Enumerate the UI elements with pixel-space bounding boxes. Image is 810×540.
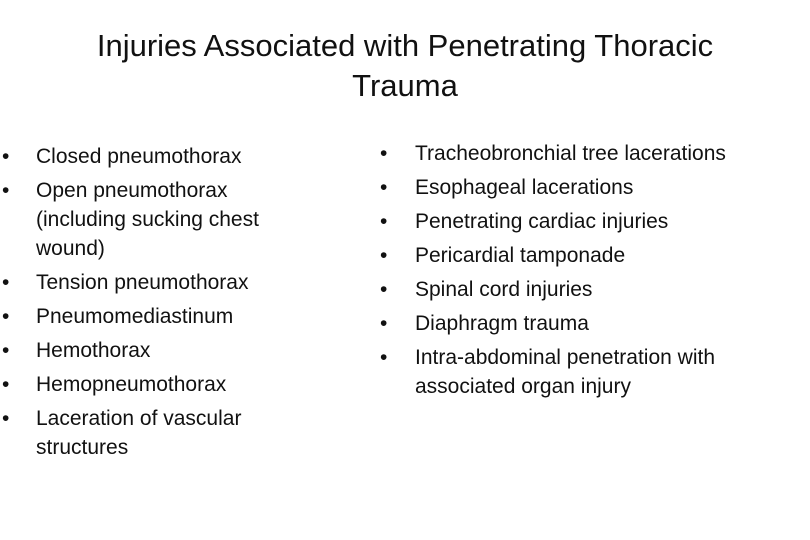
list-item-text: Esophageal lacerations xyxy=(415,176,634,199)
bullet-icon: • xyxy=(2,145,10,168)
bullet-icon: • xyxy=(2,339,10,362)
list-item-text: Diaphragm trauma xyxy=(415,312,589,335)
list-item-text: Laceration of vascular structures xyxy=(36,407,242,459)
bullet-icon: • xyxy=(380,278,388,301)
list-item-text: Tracheobronchial tree lacerations xyxy=(415,142,726,165)
bullet-icon: • xyxy=(380,244,388,267)
bullet-icon: • xyxy=(2,179,10,202)
list-item xyxy=(2,142,302,171)
bullet-icon: • xyxy=(2,305,10,328)
list-item xyxy=(2,268,302,297)
title-line-2: Trauma xyxy=(352,68,458,103)
bullet-icon: • xyxy=(2,407,10,430)
list-item xyxy=(2,302,302,331)
list-item xyxy=(380,343,808,401)
list-item-text: Open pneumothorax (including sucking chest wound) xyxy=(36,179,259,260)
list-item-text: Pericardial tamponade xyxy=(415,244,626,267)
list-item xyxy=(380,173,808,202)
bullet-icon: • xyxy=(380,346,388,369)
list-item-text: Closed pneumothorax xyxy=(36,145,242,168)
list-item-text: Penetrating cardiac injuries xyxy=(415,210,669,233)
list-item xyxy=(380,139,808,168)
list-item xyxy=(380,207,808,236)
bullet-icon: • xyxy=(380,210,388,233)
bullet-icon: • xyxy=(2,271,10,294)
bullet-icon: • xyxy=(380,142,388,165)
list-item-text: Intra-abdominal penetration with associated organ injury xyxy=(415,346,716,398)
list-item xyxy=(2,336,302,365)
list-item xyxy=(2,404,302,462)
list-item-text: Pneumomediastinum xyxy=(36,305,234,328)
list-item-text: Hemopneumothorax xyxy=(36,373,227,396)
list-item xyxy=(380,241,808,270)
left-bullet-list xyxy=(2,142,302,467)
bullet-icon: • xyxy=(380,176,388,199)
bullet-icon: • xyxy=(380,312,388,335)
slide-title xyxy=(20,26,790,106)
list-item-text: Tension pneumothorax xyxy=(36,271,249,294)
right-bullet-list xyxy=(380,139,808,406)
list-item xyxy=(2,370,302,399)
list-item-text: Spinal cord injuries xyxy=(415,278,593,301)
list-item xyxy=(380,275,808,304)
list-item xyxy=(2,176,302,263)
bullet-icon: • xyxy=(2,373,10,396)
list-item-text: Hemothorax xyxy=(36,339,151,362)
title-line-1: Injuries Associated with Penetrating Thoracic xyxy=(96,28,714,63)
list-item xyxy=(380,309,808,338)
